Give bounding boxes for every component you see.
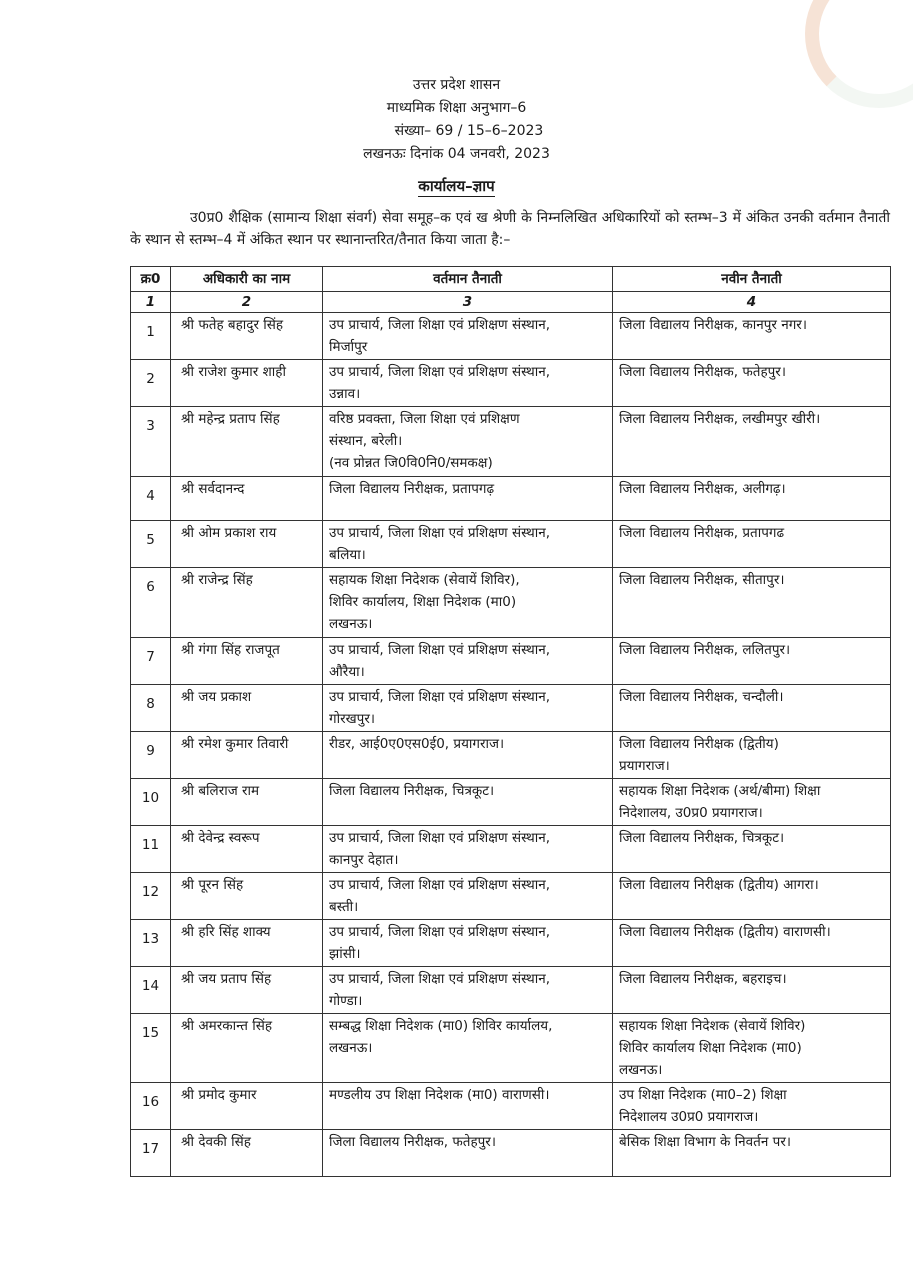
current-posting-line: जिला विद्यालय निरीक्षक, फतेहपुर। — [329, 1134, 496, 1150]
new-posting — [613, 732, 891, 779]
new-posting — [613, 1083, 891, 1130]
serial-number: 10 — [131, 779, 171, 826]
officer-name: श्री ओम प्रकाश राय — [171, 521, 323, 568]
current-posting — [323, 732, 613, 779]
column-number: 4 — [613, 292, 891, 313]
current-posting-line: उप प्राचार्य, जिला शिक्षा एवं प्रशिक्षण संस्थान, — [329, 877, 550, 893]
issue-date: लखनऊः दिनांक 04 जनवरी, 2023 — [363, 146, 550, 162]
column-number: 2 — [171, 292, 323, 313]
current-posting — [323, 873, 613, 920]
current-posting-line: उप प्राचार्य, जिला शिक्षा एवं प्रशिक्षण संस्थान, — [329, 689, 550, 705]
new-posting-line: निदेशालय, उ0प्र0 प्रयागराज। — [619, 805, 763, 821]
table-row — [131, 1083, 891, 1130]
serial-number: 9 — [131, 732, 171, 779]
transfer-table — [130, 266, 891, 1177]
current-posting — [323, 1014, 613, 1083]
new-posting — [613, 826, 891, 873]
serial-number: 3 — [131, 407, 171, 477]
current-posting-line: मण्डलीय उप शिक्षा निदेशक (मा0) वाराणसी। — [329, 1087, 550, 1103]
current-posting-line: रीडर, आई0ए0एस0ई0, प्रयागराज। — [329, 736, 505, 752]
table-row — [131, 779, 891, 826]
serial-number: 8 — [131, 685, 171, 732]
serial-number: 5 — [131, 521, 171, 568]
current-posting-line: वरिष्ठ प्रवक्ता, जिला शिक्षा एवं प्रशिक्षण — [329, 411, 520, 427]
current-posting-line: लखनऊ। — [329, 616, 373, 632]
new-posting-line: जिला विद्यालय निरीक्षक, अलीगढ़। — [619, 481, 786, 497]
officer-name: श्री जय प्रताप सिंह — [171, 967, 323, 1014]
table-row — [131, 826, 891, 873]
current-posting-line: लखनऊ। — [329, 1040, 373, 1056]
officer-name: श्री रमेश कुमार तिवारी — [171, 732, 323, 779]
serial-number: 6 — [131, 568, 171, 638]
new-posting-line: निदेशालय उ0प्र0 प्रयागराज। — [619, 1109, 759, 1125]
document-title-text: कार्यालय–ज्ञाप — [418, 177, 495, 195]
serial-number: 11 — [131, 826, 171, 873]
current-posting — [323, 568, 613, 638]
current-posting — [323, 638, 613, 685]
document-title — [0, 175, 913, 197]
new-posting-line: जिला विद्यालय निरीक्षक (द्वितीय) वाराणसी। — [619, 924, 831, 940]
intro-paragraph: उ0प्र0 शैक्षिक (सामान्य शिक्षा संवर्ग) सेवा समूह–क एवं ख श्रेणी के निम्नलिखित अधिकारियों को स्तम्भ–3 में अंकित उनकी वर्तमान तैनाती के स्थान से स्तम्भ–4 में अंकित स्थान पर स्थानान्तरित/तैनात किया जाता है:– — [130, 210, 890, 248]
column-number: 1 — [131, 292, 171, 313]
column-number: 3 — [323, 292, 613, 313]
new-posting — [613, 685, 891, 732]
table-body — [131, 313, 891, 1177]
serial-number: 14 — [131, 967, 171, 1014]
officer-name: श्री अमरकान्त सिंह — [171, 1014, 323, 1083]
new-posting — [613, 521, 891, 568]
table-header-row — [131, 267, 891, 292]
header-officer-name: अधिकारी का नाम — [171, 267, 323, 292]
table-row — [131, 638, 891, 685]
current-posting — [323, 779, 613, 826]
table-row — [131, 1014, 891, 1083]
officer-name: श्री पूरन सिंह — [171, 873, 323, 920]
new-posting — [613, 313, 891, 360]
serial-number: 4 — [131, 477, 171, 521]
officer-name: श्री देवेन्द्र स्वरूप — [171, 826, 323, 873]
current-posting-line: उप प्राचार्य, जिला शिक्षा एवं प्रशिक्षण संस्थान, — [329, 364, 550, 380]
table-row — [131, 1130, 891, 1177]
current-posting-line: झांसी। — [329, 946, 361, 962]
new-posting-line: जिला विद्यालय निरीक्षक (द्वितीय) आगरा। — [619, 877, 819, 893]
current-posting-line: उप प्राचार्य, जिला शिक्षा एवं प्रशिक्षण संस्थान, — [329, 830, 550, 846]
officer-name: श्री राजेन्द्र सिंह — [171, 568, 323, 638]
table-row — [131, 920, 891, 967]
current-posting — [323, 407, 613, 477]
new-posting — [613, 638, 891, 685]
current-posting-line: (नव प्रोन्नत जि0वि0नि0/समकक्ष) — [329, 455, 493, 471]
officer-name: श्री सर्वदानन्द — [171, 477, 323, 521]
serial-number: 2 — [131, 360, 171, 407]
new-posting-line: जिला विद्यालय निरीक्षक, कानपुर नगर। — [619, 317, 807, 333]
new-posting-line: जिला विद्यालय निरीक्षक, बहराइच। — [619, 971, 787, 987]
officer-name: श्री हरि सिंह शाक्य — [171, 920, 323, 967]
new-posting-line: सहायक शिक्षा निदेशक (सेवायें शिविर) — [619, 1018, 806, 1034]
table-row — [131, 967, 891, 1014]
header-serial: क्र0 — [131, 267, 171, 292]
header-current-posting: वर्तमान तैनाती — [323, 267, 613, 292]
current-posting — [323, 685, 613, 732]
current-posting — [323, 826, 613, 873]
officer-name: श्री फतेह बहादुर सिंह — [171, 313, 323, 360]
new-posting-line: शिविर कार्यालय शिक्षा निदेशक (मा0) — [619, 1040, 802, 1056]
serial-number: 17 — [131, 1130, 171, 1177]
new-posting — [613, 360, 891, 407]
current-posting-line: संस्थान, बरेली। — [329, 433, 403, 449]
current-posting — [323, 1130, 613, 1177]
current-posting-line: उप प्राचार्य, जिला शिक्षा एवं प्रशिक्षण संस्थान, — [329, 971, 550, 987]
table-row — [131, 477, 891, 521]
serial-number: 13 — [131, 920, 171, 967]
serial-number: 12 — [131, 873, 171, 920]
new-posting — [613, 568, 891, 638]
officer-name: श्री जय प्रकाश — [171, 685, 323, 732]
current-posting-line: सम्बद्ध शिक्षा निदेशक (मा0) शिविर कार्यालय, — [329, 1018, 553, 1034]
new-posting — [613, 1130, 891, 1177]
new-posting-line: जिला विद्यालय निरीक्षक, प्रतापगढ — [619, 525, 785, 541]
current-posting — [323, 967, 613, 1014]
new-posting — [613, 407, 891, 477]
current-posting-line: उप प्राचार्य, जिला शिक्षा एवं प्रशिक्षण संस्थान, — [329, 924, 550, 940]
new-posting-line: जिला विद्यालय निरीक्षक, चित्रकूट। — [619, 830, 785, 846]
serial-number: 1 — [131, 313, 171, 360]
reference-number: संख्या– 69 / 15–6–2023 — [394, 123, 544, 139]
new-posting-line: जिला विद्यालय निरीक्षक, ललितपुर। — [619, 642, 791, 658]
new-posting — [613, 967, 891, 1014]
new-posting-line: जिला विद्यालय निरीक्षक, फतेहपुर। — [619, 364, 786, 380]
section-name: माध्यमिक शिक्षा अनुभाग–6 — [386, 100, 527, 116]
officer-name: श्री प्रमोद कुमार — [171, 1083, 323, 1130]
officer-name: श्री देवकी सिंह — [171, 1130, 323, 1177]
current-posting-line: उन्नाव। — [329, 386, 361, 402]
new-posting — [613, 779, 891, 826]
current-posting-line: सहायक शिक्षा निदेशक (सेवायें शिविर), — [329, 572, 520, 588]
officer-name: श्री बलिराज राम — [171, 779, 323, 826]
table-row — [131, 732, 891, 779]
new-posting-line: उप शिक्षा निदेशक (मा0–2) शिक्षा — [619, 1087, 787, 1103]
current-posting-line: बस्ती। — [329, 899, 359, 915]
new-posting — [613, 873, 891, 920]
current-posting-line: गोण्डा। — [329, 993, 363, 1009]
new-posting-line: बेसिक शिक्षा विभाग के निवर्तन पर। — [619, 1134, 791, 1150]
serial-number: 16 — [131, 1083, 171, 1130]
officer-name: श्री महेन्द्र प्रताप सिंह — [171, 407, 323, 477]
new-posting-line: जिला विद्यालय निरीक्षक, लखीमपुर खीरी। — [619, 411, 821, 427]
officer-name: श्री गंगा सिंह राजपूत — [171, 638, 323, 685]
current-posting — [323, 521, 613, 568]
new-posting — [613, 1014, 891, 1083]
current-posting — [323, 477, 613, 521]
new-posting-line: जिला विद्यालय निरीक्षक (द्वितीय) — [619, 736, 779, 752]
current-posting — [323, 360, 613, 407]
new-posting-line: जिला विद्यालय निरीक्षक, सीतापुर। — [619, 572, 785, 588]
header-new-posting: नवीन तैनाती — [613, 267, 891, 292]
current-posting-line: उप प्राचार्य, जिला शिक्षा एवं प्रशिक्षण संस्थान, — [329, 317, 550, 333]
table-row — [131, 521, 891, 568]
department-name: उत्तर प्रदेश शासन — [412, 77, 501, 93]
current-posting-line: कानपुर देहात। — [329, 852, 399, 868]
new-posting-line: प्रयागराज। — [619, 758, 670, 774]
current-posting-line: उप प्राचार्य, जिला शिक्षा एवं प्रशिक्षण संस्थान, — [329, 525, 550, 541]
table-row — [131, 568, 891, 638]
current-posting — [323, 313, 613, 360]
current-posting-line: औरैया। — [329, 664, 365, 680]
table-row — [131, 873, 891, 920]
current-posting-line: उप प्राचार्य, जिला शिक्षा एवं प्रशिक्षण संस्थान, — [329, 642, 550, 658]
current-posting-line: शिविर कार्यालय, शिक्षा निदेशक (मा0) — [329, 594, 517, 610]
table-row — [131, 360, 891, 407]
column-number-row — [131, 292, 891, 313]
table-row — [131, 685, 891, 732]
letterhead — [0, 74, 913, 166]
table-row — [131, 407, 891, 477]
new-posting-line: सहायक शिक्षा निदेशक (अर्थ/बीमा) शिक्षा — [619, 783, 821, 799]
current-posting-line: जिला विद्यालय निरीक्षक, प्रतापगढ़ — [329, 481, 495, 497]
officer-name: श्री राजेश कुमार शाही — [171, 360, 323, 407]
current-posting-line: बलिया। — [329, 547, 366, 563]
new-posting — [613, 477, 891, 521]
new-posting-line: लखनऊ। — [619, 1062, 663, 1078]
table-row — [131, 313, 891, 360]
serial-number: 15 — [131, 1014, 171, 1083]
current-posting-line: मिर्जापुर — [329, 339, 368, 355]
new-posting — [613, 920, 891, 967]
current-posting-line: गोरखपुर। — [329, 711, 375, 727]
current-posting — [323, 920, 613, 967]
new-posting-line: जिला विद्यालय निरीक्षक, चन्दौली। — [619, 689, 784, 705]
current-posting-line: जिला विद्यालय निरीक्षक, चित्रकूट। — [329, 783, 495, 799]
serial-number: 7 — [131, 638, 171, 685]
current-posting — [323, 1083, 613, 1130]
